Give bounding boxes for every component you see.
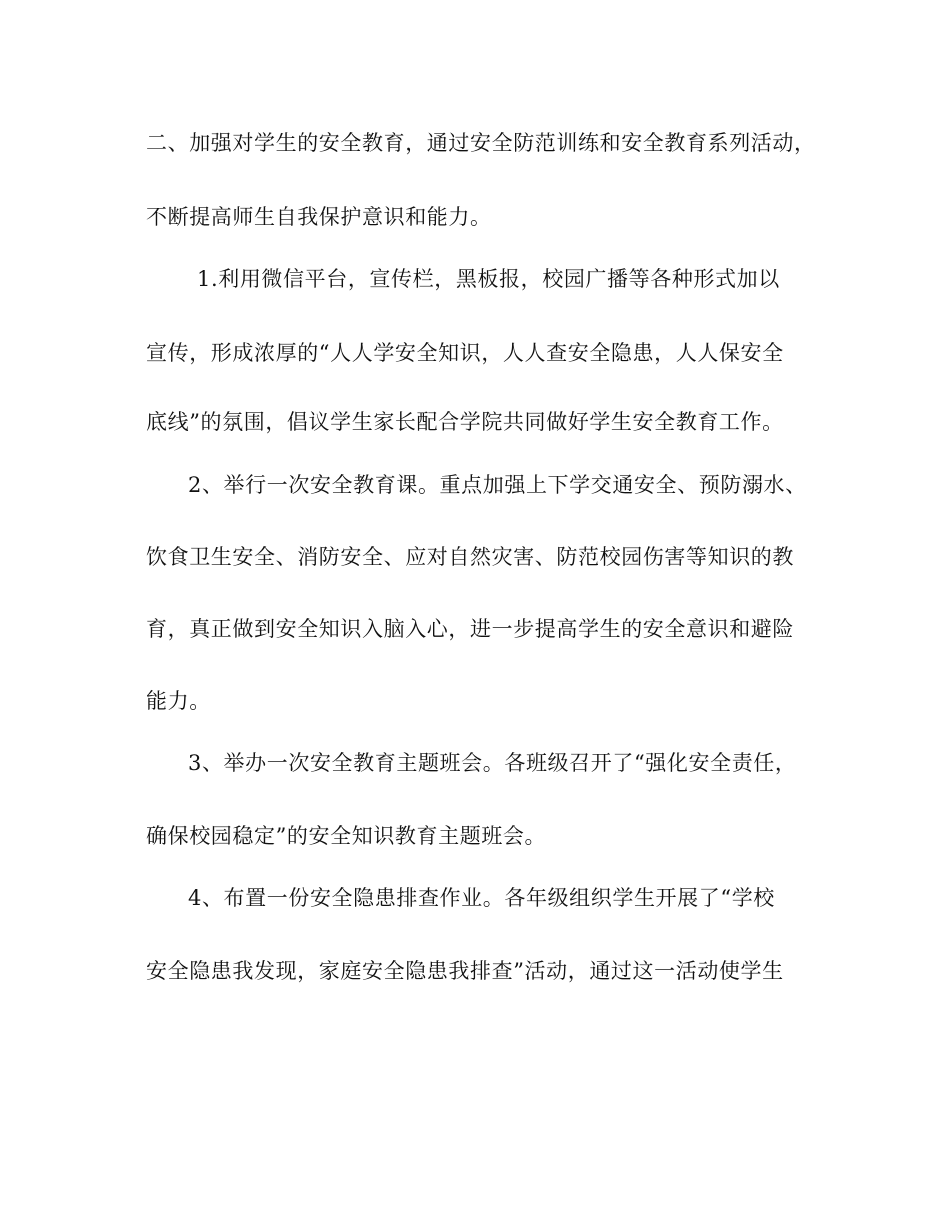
text-line: 能力。 [146,689,211,713]
text-line: 二、加强对学生的安全教育，通过安全防范训练和安全教育系列活动， [146,131,816,155]
text-line: 4、布置一份安全隐患排查作业。各年级组织学生开展了“学校 [188,886,775,910]
text-line: 2、举行一次安全教育课。重点加强上下学交通安全、预防溺水、 [188,473,807,497]
text-line: 确保校园稳定”的安全知识教育主题班会。 [146,824,547,848]
text-line: 育，真正做到安全知识入脑入心，进一步提高学生的安全意识和避险 [146,617,794,641]
text-line: 1.利用微信平台，宣传栏，黑板报，校园广播等各种形式加以 [197,267,780,291]
text-line: 饮食卫生安全、消防安全、应对自然灾害、防范校园伤害等知识的教 [146,545,794,569]
text-line: 3、举办一次安全教育主题班会。各班级召开了“强化安全责任， [188,751,797,775]
text-line: 宣传，形成浓厚的“人人学安全知识，人人查安全隐患，人人保安全 [146,341,784,365]
text-line: 不断提高师生自我保护意识和能力。 [146,205,492,229]
text-line: 安全隐患我发现，家庭安全隐患我排查”活动，通过这一活动使学生 [146,959,784,983]
text-line: 底线”的氛围，倡议学生家长配合学院共同做好学生安全教育工作。 [146,410,784,434]
